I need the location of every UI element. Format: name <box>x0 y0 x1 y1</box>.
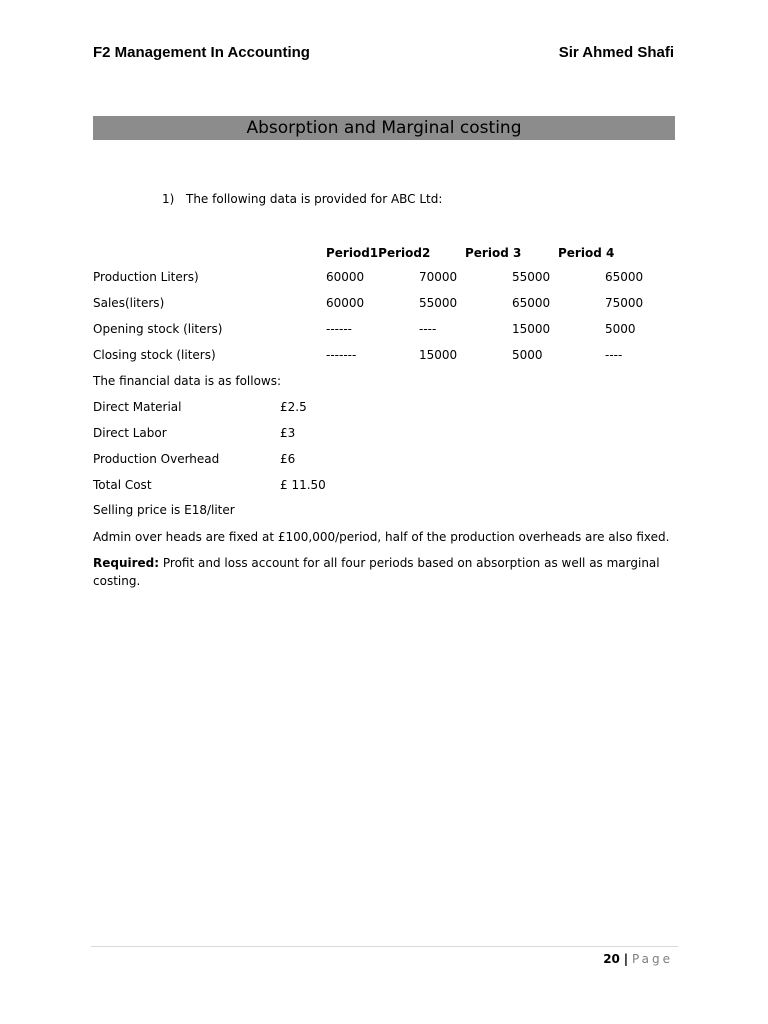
table-cell: ---- <box>419 322 437 336</box>
table-header-period4: Period 4 <box>558 246 615 260</box>
table-cell: 70000 <box>419 270 458 284</box>
page-footer <box>603 951 673 967</box>
cost-label-total-cost: Total Cost <box>93 478 152 492</box>
cost-value-production-overhead: £6 <box>280 452 296 466</box>
table-cell: 5000 <box>512 348 543 362</box>
cost-value-direct-labor: £3 <box>280 426 296 440</box>
table-cell: 60000 <box>326 296 365 310</box>
cost-label-production-overhead: Production Overhead <box>93 452 220 466</box>
table-cell: 55000 <box>512 270 551 284</box>
admin-overheads-note: Admin over heads are fixed at £100,000/period, half of the production overheads are also fixed. <box>93 530 670 544</box>
row-label-sales: Sales(liters) <box>93 296 165 310</box>
table-cell: 55000 <box>419 296 458 310</box>
table-cell: 65000 <box>605 270 644 284</box>
table-cell: 65000 <box>512 296 551 310</box>
footer-divider <box>91 946 678 947</box>
cost-label-direct-material: Direct Material <box>93 400 182 414</box>
page-number: 20 <box>603 952 620 966</box>
table-cell: 15000 <box>419 348 458 362</box>
page-word: Page <box>631 952 673 966</box>
selling-price-text: Selling price is E18/liter <box>93 503 235 517</box>
row-label-opening-stock: Opening stock (liters) <box>93 322 223 336</box>
table-cell: ---- <box>605 348 623 362</box>
cost-label-direct-labor: Direct Labor <box>93 426 167 440</box>
document-header-title: F2 Management In Accounting <box>93 44 310 61</box>
table-cell: 15000 <box>512 322 551 336</box>
required-text: Profit and loss account for all four periods based on absorption as well as marginal costing. <box>93 556 660 588</box>
required-label: Required: <box>93 556 160 570</box>
row-label-production: Production Liters) <box>93 270 199 284</box>
table-header-period3: Period 3 <box>465 246 522 260</box>
section-banner-title: Absorption and Marginal costing <box>93 116 675 140</box>
cost-value-direct-material: £2.5 <box>280 400 307 414</box>
document-header-author: Sir Ahmed Shafi <box>558 44 674 61</box>
table-cell: 60000 <box>326 270 365 284</box>
footer-separator: | <box>623 952 629 966</box>
question-number: 1) <box>162 192 175 206</box>
table-header-period1-period2: Period1Period2 <box>326 246 431 260</box>
cost-value-total-cost: £ 11.50 <box>280 478 326 492</box>
required-paragraph <box>93 554 675 590</box>
question-text: The following data is provided for ABC Ltd: <box>186 192 443 206</box>
table-cell: ------ <box>326 322 352 336</box>
table-cell: 75000 <box>605 296 644 310</box>
financial-intro: The financial data is as follows: <box>93 374 282 388</box>
row-label-closing-stock: Closing stock (liters) <box>93 348 216 362</box>
table-cell: ------- <box>326 348 357 362</box>
table-cell: 5000 <box>605 322 636 336</box>
